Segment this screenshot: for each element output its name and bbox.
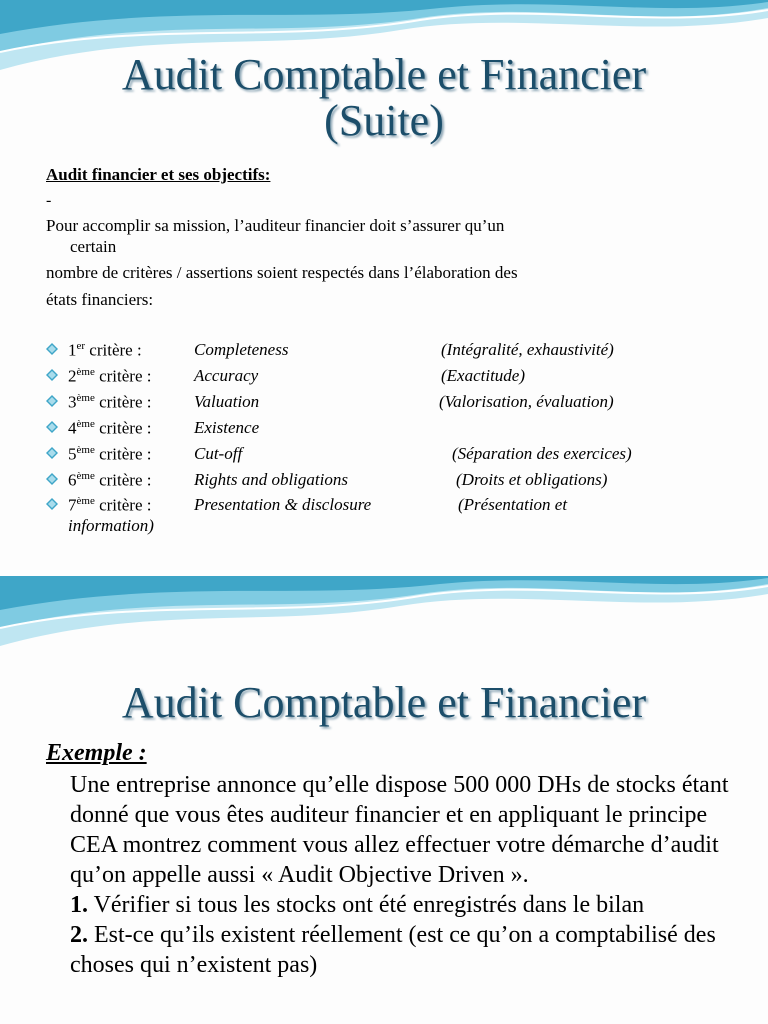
criterion-translation: (Valorisation, évaluation) <box>439 392 614 411</box>
diamond-bullet-icon <box>46 369 58 381</box>
slide-1: Audit Comptable et Financier (Suite) Audit financier et ses objectifs: - Pour accomplir sa mission, l’auditeur financier doit s’assurer qu’un certain nombre de critères / assertions soient respectés dans l’élaboration des états financiers: 1er critère : Completeness (Intégralité, exhaustivité) 2ème critère : Accuracy (Exactitude) 3ème critère : Valuation (Valorisation, évaluation) 4ème critère : Existence 5ème critère : Cut-off (Séparation des exercices) 6ème critère : Rights and obligations (Droits et obligations) 7ème critère : Presentation & disclosure (Présentation et information) <box>0 0 768 570</box>
criterion-term: Accuracy <box>194 366 259 385</box>
diamond-bullet-icon <box>46 395 58 407</box>
criterion-translation: (Exactitude) <box>441 366 526 385</box>
criterion-translation: (Intégralité, exhaustivité) <box>441 340 614 359</box>
diamond-bullet-icon <box>46 447 58 459</box>
criterion-translation: (Droits et obligations) <box>456 470 608 489</box>
example-body <box>70 770 750 980</box>
diamond-bullet-icon <box>46 343 58 355</box>
diamond-bullet-icon <box>46 498 58 510</box>
slide-title: Audit Comptable et Financier (Suite) <box>121 50 647 146</box>
intro-line-3: nombre de critères / assertions soient respectés dans l’élaboration des <box>46 263 518 282</box>
dash-mark: - <box>46 192 52 209</box>
slide-2 <box>0 576 768 1024</box>
criterion-term: Existence <box>194 418 260 437</box>
criterion-translation: (Séparation des exercices) <box>452 444 632 463</box>
criterion-term: Rights and obligations <box>194 470 348 489</box>
example-item-1: 1. Vérifier si tous les stocks ont été enregistrés dans le bilan <box>70 892 645 918</box>
diamond-bullet-icon <box>46 421 58 433</box>
criterion-term: Presentation & disclosure <box>194 495 372 514</box>
criterion-number: 6ème critère : <box>68 470 152 490</box>
criterion-number: 7ème critère : <box>68 495 152 515</box>
intro-line-1: Pour accomplir sa mission, l’auditeur financier doit s’assurer qu’un <box>46 216 505 235</box>
criterion-number: 1er critère : <box>68 340 142 360</box>
diamond-bullet-icon <box>46 473 58 485</box>
criterion-number: 5ème critère : <box>68 444 152 464</box>
example-text: Une entreprise annonce qu’elle dispose 500 000 DHs de stocks étant donné que vous êtes auditeur financier et en appliquant le principe CEA montrez comment vous allez effectuer votre démarche d’audit qu’on appelle aussi « Audit Objective Driven ». <box>70 772 729 888</box>
header-wave-decoration <box>0 576 768 666</box>
criterion-term: Cut-off <box>194 444 243 463</box>
criterion-term: Valuation <box>194 392 260 411</box>
criterion-number: 3ème critère : <box>68 392 152 412</box>
criterion-term: Completeness <box>194 340 289 359</box>
intro-line-2: certain <box>70 237 117 256</box>
section-subtitle: Audit financier et ses objectifs: <box>46 165 271 184</box>
example-item-2: 2. Est-ce qu’ils existent réellement (est ce qu’on a comptabilisé des choses qui n’existent pas) <box>70 922 716 978</box>
intro-line-4: états financiers: <box>46 290 154 309</box>
criterion-number: 2ème critère : <box>68 366 152 386</box>
criterion-number: 4ème critère : <box>68 418 152 438</box>
slide-title: Audit Comptable et Financier <box>121 678 647 727</box>
criterion-translation: (Présentation et <box>458 495 568 514</box>
example-heading: Exemple : <box>46 740 147 766</box>
